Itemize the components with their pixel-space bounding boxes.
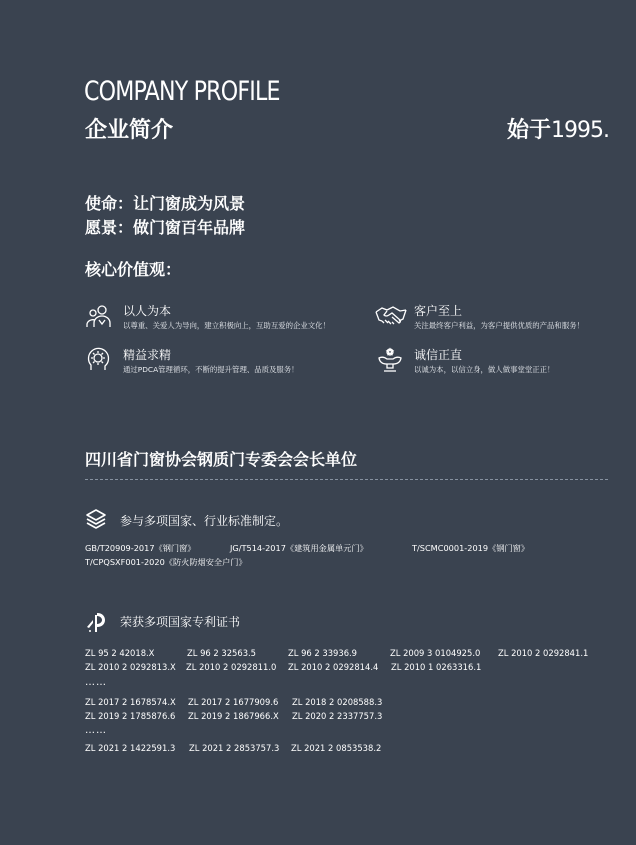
patent-number: ZL 96 2 32563.5 xyxy=(187,648,257,658)
patent-number: ZL 95 2 42018.X xyxy=(85,648,155,658)
trophy-icon xyxy=(376,346,404,374)
value-customer-first xyxy=(414,304,636,331)
patent-logo-icon xyxy=(85,611,107,633)
value-title: 以人为本 xyxy=(123,304,172,318)
mission-statement: 使命：让门窗成为风景 xyxy=(85,194,246,213)
value-title: 诚信正直 xyxy=(414,348,463,362)
patent-number: ZL 2020 2 2337757.3 xyxy=(292,711,383,721)
core-values-title: 核心价值观： xyxy=(85,260,182,279)
patent-ellipsis: …… xyxy=(85,725,107,736)
standard-item: GB/T20909-2017《钢门窗》 xyxy=(85,543,196,553)
patent-number: ZL 96 2 33936.9 xyxy=(288,648,358,658)
layers-icon xyxy=(85,508,107,530)
gear-head-icon xyxy=(85,346,113,374)
patent-number: ZL 2010 2 0292841.1 xyxy=(498,648,589,658)
value-desc: 通过PDCA管理循环，不断的提升管理、品质及服务！ xyxy=(123,365,299,374)
value-excellence xyxy=(123,348,383,375)
since-prefix: 始于 xyxy=(507,118,552,143)
title-chinese: 企业简介 xyxy=(85,118,174,143)
value-people-first xyxy=(123,304,383,331)
standards-heading: 参与多项国家、行业标准制定。 xyxy=(120,514,289,528)
value-title: 精益求精 xyxy=(123,348,172,362)
value-desc: 关注最终客户利益，为客户提供优质的产品和服务！ xyxy=(414,321,584,330)
patent-row xyxy=(85,648,605,660)
patents-heading: 荣获多项国家专利证书 xyxy=(120,615,241,629)
patent-row xyxy=(85,697,605,709)
patent-number: ZL 2017 2 1678574.X xyxy=(85,697,176,707)
since-year xyxy=(507,113,609,144)
patent-row xyxy=(85,711,605,723)
handshake-icon xyxy=(375,302,407,330)
patent-number: ZL 2019 2 1785876.6 xyxy=(85,711,176,721)
value-title: 客户至上 xyxy=(414,304,463,318)
patent-number: ZL 2018 2 0208588.3 xyxy=(292,697,383,707)
patent-row xyxy=(85,662,605,674)
patent-number: ZL 2010 2 0292814.4 xyxy=(288,662,379,672)
patent-number: ZL 2009 3 0104925.0 xyxy=(390,648,481,658)
patent-number: ZL 2010 1 0263316.1 xyxy=(391,662,482,672)
vision-statement: 愿景：做门窗百年品牌 xyxy=(85,218,246,237)
value-desc: 以尊重、关爱人为导向，建立积极向上，互助互爱的企业文化！ xyxy=(123,321,330,330)
people-icon xyxy=(85,302,113,330)
title-english: COMPANY PROFILE xyxy=(84,76,280,107)
value-integrity xyxy=(414,348,636,375)
since-year-value: 1995. xyxy=(551,118,609,143)
patent-number: ZL 2017 2 1677909.6 xyxy=(188,697,279,707)
patent-number: ZL 2021 2 2853757.3 xyxy=(189,743,280,753)
dashed-divider xyxy=(85,479,608,480)
association-title: 四川省门窗协会钢质门专委会会长单位 xyxy=(85,450,358,469)
patent-row xyxy=(85,743,605,755)
value-desc: 以诚为本，以信立身，做人做事堂堂正正！ xyxy=(414,365,555,374)
standard-item: T/SCMC0001-2019《钢门窗》 xyxy=(412,543,530,553)
patent-number: ZL 2010 2 0292813.X xyxy=(85,662,176,672)
standard-item: JG/T514-2017《建筑用金属单元门》 xyxy=(230,543,368,553)
patent-number: ZL 2019 2 1867966.X xyxy=(188,711,279,721)
patent-number: ZL 2010 2 0292811.0 xyxy=(186,662,277,672)
patent-ellipsis: …… xyxy=(85,677,107,688)
patent-number: ZL 2021 2 0853538.2 xyxy=(291,743,382,753)
patent-number: ZL 2021 2 1422591.3 xyxy=(85,743,176,753)
standard-item: T/CPQSXF001-2020《防火防烟安全户门》 xyxy=(85,557,247,567)
